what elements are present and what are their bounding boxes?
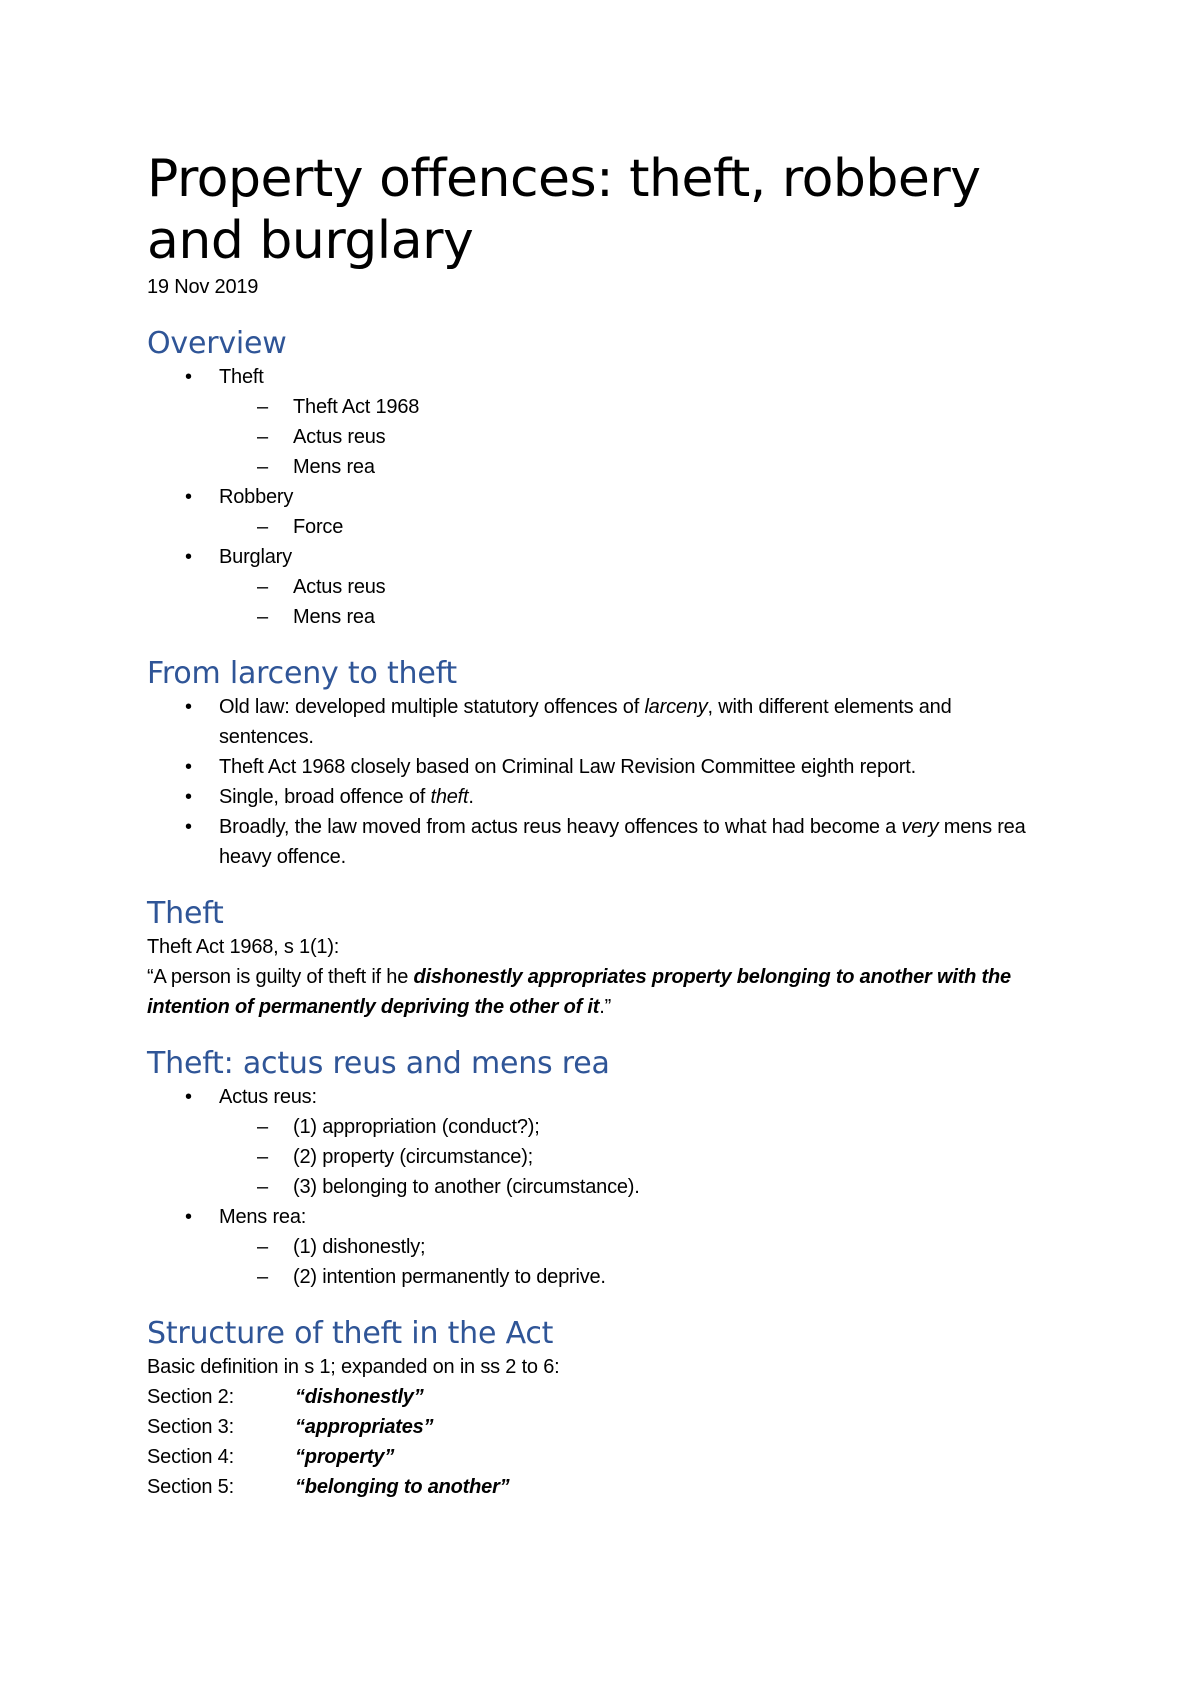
structure-row: Section 4: “property” <box>147 1446 395 1468</box>
dash-icon: – <box>257 1236 268 1258</box>
dash-icon: – <box>257 576 268 598</box>
list-item: – Theft Act 1968 <box>147 392 1047 422</box>
heading-structure: Structure of theft in the Act <box>147 1316 554 1351</box>
list-item: • Theft Act 1968 closely based on Criminal Law Revision Committee eighth report. <box>147 752 1047 782</box>
dash-icon: – <box>257 516 268 538</box>
bullet-icon: • <box>185 546 192 568</box>
section-theft <box>147 896 1047 1022</box>
bullet-icon: • <box>185 366 192 388</box>
heading-larceny: From larceny to theft <box>147 656 457 691</box>
bullet-icon: • <box>185 756 192 778</box>
list-item: • Robbery <box>147 482 1047 512</box>
list-item: – (3) belonging to another (circumstance). <box>147 1172 1047 1202</box>
list-item: – (2) property (circumstance); <box>147 1142 1047 1172</box>
document-date: 19 Nov 2019 <box>147 276 259 298</box>
structure-row: Section 3: “appropriates” <box>147 1416 434 1438</box>
dash-icon: – <box>257 1146 268 1168</box>
theft-citation: Theft Act 1968, s 1(1): <box>147 936 340 958</box>
list-item: – Mens rea <box>147 452 1047 482</box>
list-item: • Mens rea: <box>147 1202 1047 1232</box>
heading-overview: Overview <box>147 326 287 361</box>
dash-icon: – <box>257 606 268 628</box>
dash-icon: – <box>257 1116 268 1138</box>
section-overview <box>147 326 1047 632</box>
dash-icon: – <box>257 396 268 418</box>
dash-icon: – <box>257 426 268 448</box>
list-item: – (1) dishonestly; <box>147 1232 1047 1262</box>
bullet-icon: • <box>185 486 192 508</box>
list-item: – (1) appropriation (conduct?); <box>147 1112 1047 1142</box>
structure-intro: Basic definition in s 1; expanded on in ss 2 to 6: <box>147 1356 560 1378</box>
list-item: – Actus reus <box>147 572 1047 602</box>
list-item: – Force <box>147 512 1047 542</box>
list-item: • Theft <box>147 362 1047 392</box>
bullet-icon: • <box>185 816 192 838</box>
list-item: • Old law: developed multiple statutory offences of larceny, with different elements and sentences. <box>147 692 1047 752</box>
bullet-icon: • <box>185 786 192 808</box>
list-item: • Burglary <box>147 542 1047 572</box>
theft-quote: “A person is guilty of theft if he dishonestly appropriates property belonging to another with the intention of permanently depriving the other of it.” <box>147 966 1011 1018</box>
list-item: • Actus reus: <box>147 1082 1047 1112</box>
bullet-icon: • <box>185 696 192 718</box>
dash-icon: – <box>257 456 268 478</box>
section-actus-mens <box>147 1046 1047 1292</box>
section-larceny <box>147 656 1047 872</box>
heading-actus-mens: Theft: actus reus and mens rea <box>147 1046 610 1081</box>
list-item: • Broadly, the law moved from actus reus heavy offences to what had become a very mens rea heavy offence. <box>147 812 1047 872</box>
larceny-list <box>147 692 1047 872</box>
dash-icon: – <box>257 1266 268 1288</box>
actus-mens-list <box>147 1082 1047 1292</box>
list-item: – Actus reus <box>147 422 1047 452</box>
document-content <box>147 148 1047 1502</box>
heading-theft: Theft <box>147 896 224 931</box>
page-title <box>147 148 1047 272</box>
structure-row: Section 5: “belonging to another” <box>147 1476 510 1498</box>
list-item: • Single, broad offence of theft. <box>147 782 1047 812</box>
section-structure <box>147 1316 1047 1502</box>
title-line-2: and burglary <box>147 211 474 271</box>
list-item: – Mens rea <box>147 602 1047 632</box>
list-item: – (2) intention permanently to deprive. <box>147 1262 1047 1292</box>
title-line-1: Property offences: theft, robbery <box>147 149 981 209</box>
dash-icon: – <box>257 1176 268 1198</box>
structure-row: Section 2: “dishonestly” <box>147 1386 424 1408</box>
bullet-icon: • <box>185 1086 192 1108</box>
overview-list <box>147 362 1047 632</box>
bullet-icon: • <box>185 1206 192 1228</box>
